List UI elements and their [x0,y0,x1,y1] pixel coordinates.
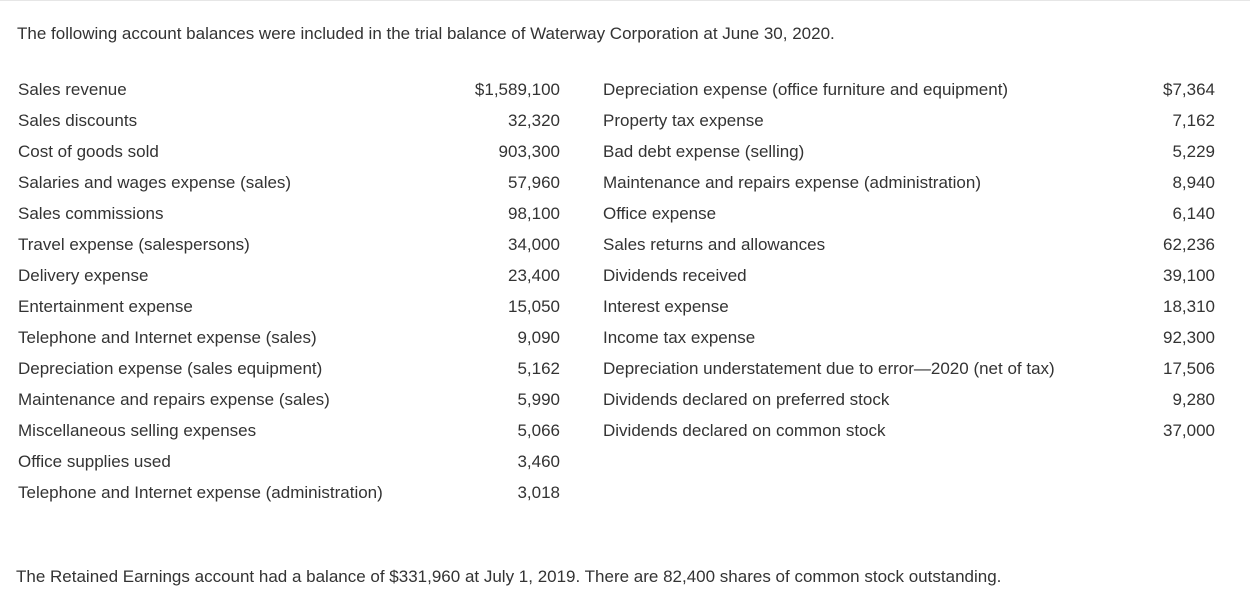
account-row [18,328,560,359]
account-amount: 6,140 [1172,204,1215,223]
account-amount: 5,990 [517,390,560,409]
account-amount: 5,229 [1172,142,1215,161]
account-label: Dividends declared on preferred stock [603,390,890,409]
account-row [18,80,560,111]
account-amount: 23,400 [508,266,560,285]
account-row [18,483,560,514]
account-amount: 5,162 [517,359,560,378]
account-label: Miscellaneous selling expenses [18,421,257,440]
account-amount: 5,066 [517,421,560,440]
account-row [603,328,1215,359]
account-amount: 17,506 [1163,359,1215,378]
account-amount: 32,320 [508,111,560,130]
account-label: Entertainment expense [18,297,193,316]
account-label: Sales revenue [18,80,127,99]
top-divider [0,0,1250,1]
account-amount: 39,100 [1163,266,1215,285]
account-amount: 57,960 [508,173,560,192]
account-row [18,421,560,452]
account-row [18,390,560,421]
account-amount: 34,000 [508,235,560,254]
account-label: Delivery expense [18,266,149,285]
account-label: Income tax expense [603,328,756,347]
account-label: Bad debt expense (selling) [603,142,805,161]
account-row [603,173,1215,204]
account-amount: 18,310 [1163,297,1215,316]
account-amount: 62,236 [1163,235,1215,254]
account-label: Sales commissions [18,204,164,223]
account-amount: 8,940 [1172,173,1215,192]
account-row [18,173,560,204]
account-label: Dividends declared on common stock [603,421,886,440]
account-amount: 903,300 [498,142,560,161]
account-amount: 3,018 [517,483,560,502]
account-row [603,235,1215,266]
account-amount: $7,364 [1163,80,1215,99]
account-amount: 9,280 [1172,390,1215,409]
account-row [603,266,1215,297]
left-accounts-table [18,80,560,514]
account-amount: 98,100 [508,204,560,223]
intro-text: The following account balances were included in the trial balance of Waterway Corporation at June 30, 2020. [17,24,835,43]
account-label: Office expense [603,204,717,223]
account-row [18,359,560,390]
account-label: Depreciation understatement due to error—2020 (net of tax) [603,359,1055,378]
account-row [18,235,560,266]
account-amount: $1,589,100 [474,80,560,99]
account-label: Cost of goods sold [18,142,159,161]
account-amount: 92,300 [1163,328,1215,347]
account-amount: 9,090 [517,328,560,347]
account-amount: 37,000 [1163,421,1215,440]
account-row [603,111,1215,142]
account-row [603,421,1215,452]
account-row [18,204,560,235]
account-label: Telephone and Internet expense (administration) [18,483,383,502]
account-row [603,142,1215,173]
account-row [603,297,1215,328]
account-amount: 15,050 [508,297,560,316]
account-label: Salaries and wages expense (sales) [18,173,292,192]
account-label: Maintenance and repairs expense (administration) [603,173,981,192]
account-row [603,359,1215,390]
account-row [18,452,560,483]
account-amount: 7,162 [1172,111,1215,130]
account-label: Depreciation expense (sales equipment) [18,359,323,378]
account-label: Sales returns and allowances [603,235,826,254]
account-row [603,80,1215,111]
account-row [603,390,1215,421]
account-label: Telephone and Internet expense (sales) [18,328,317,347]
retained-earnings-note: The Retained Earnings account had a balance of $331,960 at July 1, 2019. There are 82,400 shares of common stock outstanding. [16,567,1002,586]
account-row [18,266,560,297]
account-label: Sales discounts [18,111,138,130]
account-label: Dividends received [603,266,747,285]
account-label: Travel expense (salespersons) [18,235,250,254]
account-row [18,297,560,328]
account-label: Maintenance and repairs expense (sales) [18,390,330,409]
account-label: Property tax expense [603,111,764,130]
account-row [18,111,560,142]
account-row [603,204,1215,235]
account-label: Interest expense [603,297,729,316]
account-row [18,142,560,173]
account-label: Depreciation expense (office furniture and equipment) [603,80,1009,99]
right-accounts-table [603,80,1215,452]
account-amount: 3,460 [517,452,560,471]
account-label: Office supplies used [18,452,171,471]
